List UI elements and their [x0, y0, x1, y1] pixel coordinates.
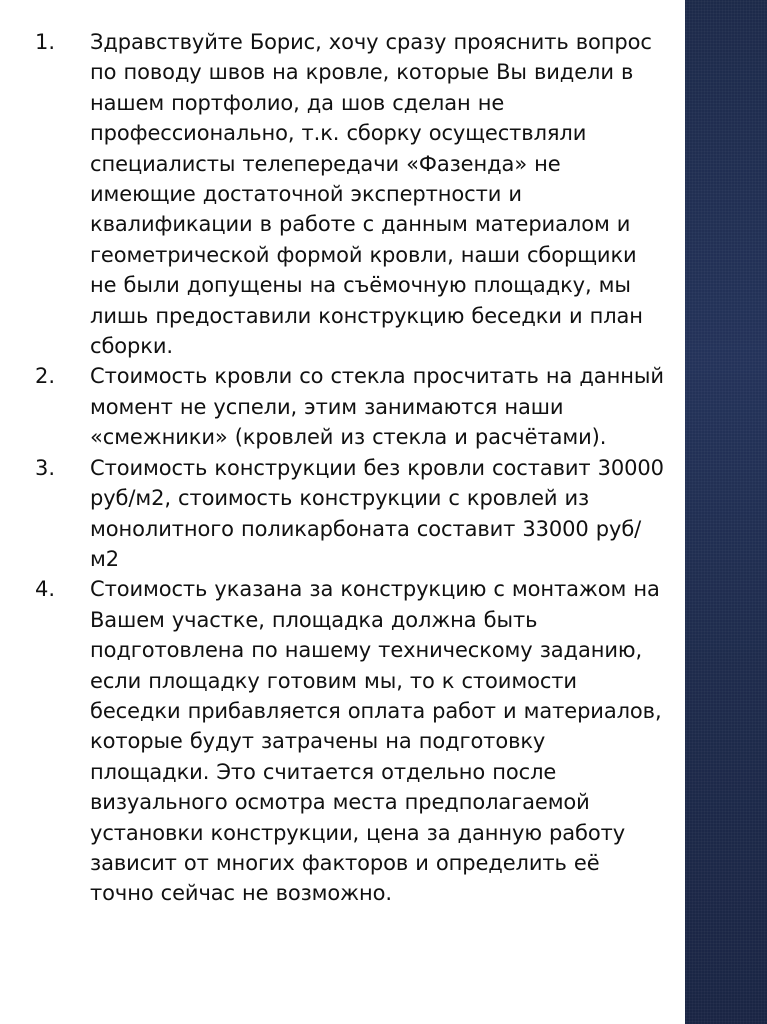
decorative-side-bar	[685, 0, 767, 1024]
list-item	[14, 574, 664, 908]
list-item-number: 1.	[35, 30, 56, 54]
list-item	[14, 361, 664, 452]
list-item-number: 2.	[35, 364, 56, 389]
list-item-number: 4.	[35, 577, 56, 602]
slide-content	[14, 27, 664, 909]
list-item-number: 3.	[35, 455, 56, 480]
list-item-text: Здравствуйте Борис, хочу сразу прояснить вопрос по поводу швов на кровле, которые Вы видели в нашем портфолио, да шов сделан не профессионально, т.к. сборку осуществляли специалисты телепередачи «Фазенда» не имеющие достаточной экспертности и квалификации в работе с данным материалом и геометрической формой кровли, наши сборщики не были допущены на съёмочную площадку, мы лишь предоставили конструкцию беседки и план сборки.	[90, 30, 652, 359]
list-item-text: Стоимость конструкции без кровли составит 30000 руб/м2, стоимость конструкции с кровлей из монолитного поликарбоната составит 33000 руб/м2	[90, 455, 664, 571]
list-item	[14, 453, 664, 575]
list-item	[14, 27, 664, 361]
numbered-list	[14, 27, 664, 909]
list-item-text: Стоимость кровли со стекла просчитать на данный момент не успели, этим занимаются наши «смежники» (кровлей из стекла и расчётами).	[90, 364, 664, 450]
list-item-text: Стоимость указана за конструкцию с монтажом на Вашем участке, площадка должна быть подготовлена по нашему техническому заданию, если площадку готовим мы, то к стоимости беседки прибавляется оплата работ и материалов, которые будут затрачены на подготовку площадки. Это считается отдельно после визуального осмотра места предполагаемой установки конструкции, цена за данную работу зависит от многих факторов и определить её точно сейчас не возможно.	[90, 577, 662, 906]
